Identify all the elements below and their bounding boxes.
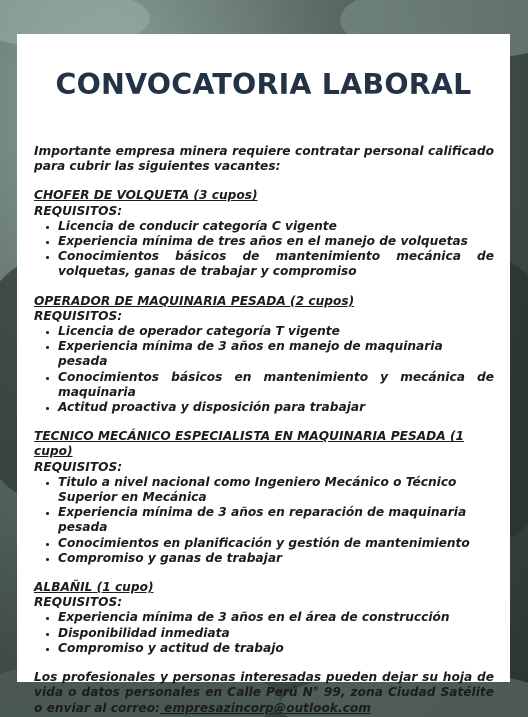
requirements-list	[34, 475, 494, 566]
page-title: CONVOCATORIA LABORAL	[55, 68, 472, 101]
requirements-list	[34, 219, 494, 280]
contact-instructions: Los profesionales y personas interesadas pueden dejar su hoja de vida o datos personales en Calle Perú N° 99, zona Ciudad Satélite o enviar al correo:	[34, 670, 494, 715]
requirements-list	[34, 610, 494, 656]
list-item: • Experiencia mínima de 3 años en manejo de maquinaria pesada	[58, 339, 494, 369]
section-heading: TECNICO MECÁNICO ESPECIALISTA EN MAQUINARIA PESADA (1 cupo)	[34, 429, 465, 459]
list-item: • Conocimientos básicos en mantenimiento y mecánica de maquinaria	[58, 370, 494, 400]
requirements-label: REQUISITOS:	[34, 308, 123, 323]
requirements-label: REQUISITOS:	[34, 203, 123, 218]
list-item: • Experiencia mínima de 3 años en el área de construcción	[58, 610, 494, 625]
intro-text: Importante empresa minera requiere contratar personal calificado para cubrir las siguientes vacantes:	[34, 144, 494, 174]
list-item: • Licencia de conducir categoría C vigente	[58, 219, 494, 234]
requirements-label: REQUISITOS:	[34, 595, 123, 610]
list-item: • Actitud proactiva y disposición para trabajar	[58, 400, 494, 415]
list-item: • Conocimientos básicos de mantenimiento mecánica de volquetas, ganas de trabajar y compromiso	[58, 249, 494, 279]
section-heading: CHOFER DE VOLQUETA (3 cupos)	[34, 188, 258, 203]
list-item: • Experiencia mínima de tres años en el manejo de volquetas	[58, 234, 494, 249]
email-link[interactable]: empresazincorp@outlook.com	[159, 700, 371, 715]
section-heading: ALBAÑIL (1 cupo)	[34, 580, 154, 595]
list-item: • Licencia de operador categoría T vigente	[58, 324, 494, 339]
section-chofer	[34, 188, 494, 279]
section-heading: OPERADOR DE MAQUINARIA PESADA (2 cupos)	[34, 293, 355, 308]
posting-content	[34, 144, 494, 716]
list-item: • Compromiso y actitud de trabajo	[58, 641, 494, 656]
job-posting-card	[17, 34, 510, 715]
list-item: • Disponibilidad inmediata	[58, 626, 494, 641]
requirements-label: REQUISITOS:	[34, 459, 123, 474]
section-operador	[34, 294, 494, 416]
list-item: • Compromiso y ganas de trabajar	[58, 551, 494, 566]
requirements-list	[34, 324, 494, 415]
section-tecnico	[34, 429, 494, 566]
list-item: • Titulo a nivel nacional como Ingeniero Mecánico o Técnico Superior en Mecánica	[58, 475, 494, 505]
closing-text	[34, 670, 494, 716]
list-item: • Conocimientos en planificación y gestión de mantenimiento	[58, 536, 494, 551]
list-item: • Experiencia mínima de 3 años en reparación de maquinaria pesada	[58, 505, 494, 535]
section-albanil	[34, 580, 494, 656]
